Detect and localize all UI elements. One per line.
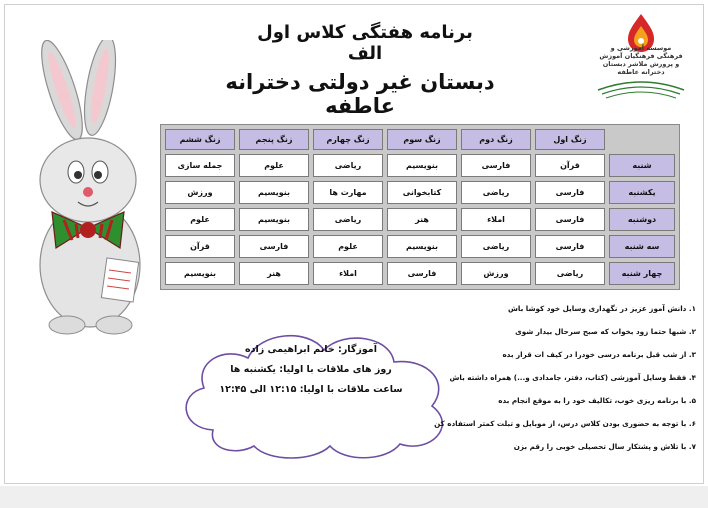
school-name: دبستان غیر دولتی دخترانه عاطفه [225, 70, 495, 118]
logo-text: موسسه آموزشی و فرهنگی فرهنگیان آموزش و پرورش ملاشر دبستان دخترانه عاطفه [599, 44, 683, 76]
hour-header: زنگ دوم [461, 129, 531, 150]
hour-header: زنگ سوم [387, 129, 457, 150]
rule-item: ۴. فقط وسایل آموزشی (کتاب، دفتر، جامدادی و...) همراه داشته باش [449, 373, 696, 382]
table-row [165, 262, 675, 285]
hour-header: زنگ اول [535, 129, 605, 150]
lesson-cell: بنویسیم [239, 181, 309, 204]
lesson-cell: فارسی [239, 235, 309, 258]
table-row [165, 181, 675, 204]
lesson-cell: قرآن [165, 235, 235, 258]
meeting-time: ساعت ملاقات با اولیا: ۱۲:۱۵ الی ۱۲:۴۵ [219, 384, 403, 395]
table-header-row [165, 129, 675, 150]
rule-item: ۲. شبها حتما زود بخواب که صبح سرحال بیدار شوی [515, 327, 696, 336]
rule-item: ۷. با تلاش و پشتکار سال تحصیلی خوبی را رقم بزن [513, 442, 696, 451]
lesson-cell: جمله سازی [165, 154, 235, 177]
lesson-cell: علوم [239, 154, 309, 177]
hour-header: زنگ پنجم [239, 129, 309, 150]
hour-header: زنگ ششم [165, 129, 235, 150]
lesson-cell: فارسی [535, 208, 605, 231]
lesson-cell: فارسی [535, 181, 605, 204]
rule-item: ۱. دانش آموز عزیز در نگهداری وسایل خود کوشا باش [507, 304, 696, 313]
table-row [165, 154, 675, 177]
lesson-cell: املاء [461, 208, 531, 231]
lesson-cell: ورزش [461, 262, 531, 285]
lesson-cell: فارسی [461, 154, 531, 177]
lesson-cell: ریاضی [313, 208, 383, 231]
lesson-cell: قرآن [535, 154, 605, 177]
day-cell: دوشنبه [609, 208, 675, 231]
lesson-cell: بنویسیم [387, 235, 457, 258]
bottom-strip [0, 486, 708, 508]
weekly-schedule-table [160, 124, 680, 290]
lesson-cell: بنویسیم [387, 154, 457, 177]
lesson-cell: کتابخوانی [387, 181, 457, 204]
rules-list [434, 303, 696, 464]
info-cloud-text [186, 340, 436, 400]
lesson-cell: فارسی [387, 262, 457, 285]
lesson-cell: ریاضی [313, 154, 383, 177]
teacher-name: آموزگار: خانم ابراهیمی زاده [245, 344, 377, 355]
day-cell: چهار شنبه [609, 262, 675, 285]
day-cell: شنبه [609, 154, 675, 177]
lesson-cell: علوم [165, 208, 235, 231]
day-cell: سه شنبه [609, 235, 675, 258]
lesson-cell: علوم [313, 235, 383, 258]
lesson-cell: بنویسیم [165, 262, 235, 285]
lesson-cell: ورزش [165, 181, 235, 204]
rule-item: ۳. از شب قبل برنامه درسی خودرا در کیف ات قرار بده [502, 350, 696, 359]
bunny-illustration [12, 40, 162, 340]
table-row [165, 235, 675, 258]
rule-item: ۶. با توجه به حضوری بودن کلاس درس، از موبایل و تبلت کمتر استفاده کن [434, 419, 696, 428]
lesson-cell: املاء [313, 262, 383, 285]
table-row [165, 208, 675, 231]
lesson-cell: فارسی [535, 235, 605, 258]
lesson-cell: ریاضی [535, 262, 605, 285]
lesson-cell: بنویسیم [239, 208, 309, 231]
day-cell: یکشنبه [609, 181, 675, 204]
hour-header: زنگ چهارم [313, 129, 383, 150]
lesson-cell: هنر [239, 262, 309, 285]
lesson-cell: ریاضی [461, 181, 531, 204]
page-title: برنامه هفتگی کلاس اول الف [257, 22, 473, 64]
lesson-cell: ریاضی [461, 235, 531, 258]
table-corner [609, 129, 675, 150]
lesson-cell: هنر [387, 208, 457, 231]
lesson-cell: مهارت ها [313, 181, 383, 204]
meeting-days: روز های ملاقات با اولیا: یکشنبه ها [230, 364, 392, 375]
rule-item: ۵. با برنامه ریزی خوب، تکالیف خود را به موقع انجام بده [498, 396, 696, 405]
